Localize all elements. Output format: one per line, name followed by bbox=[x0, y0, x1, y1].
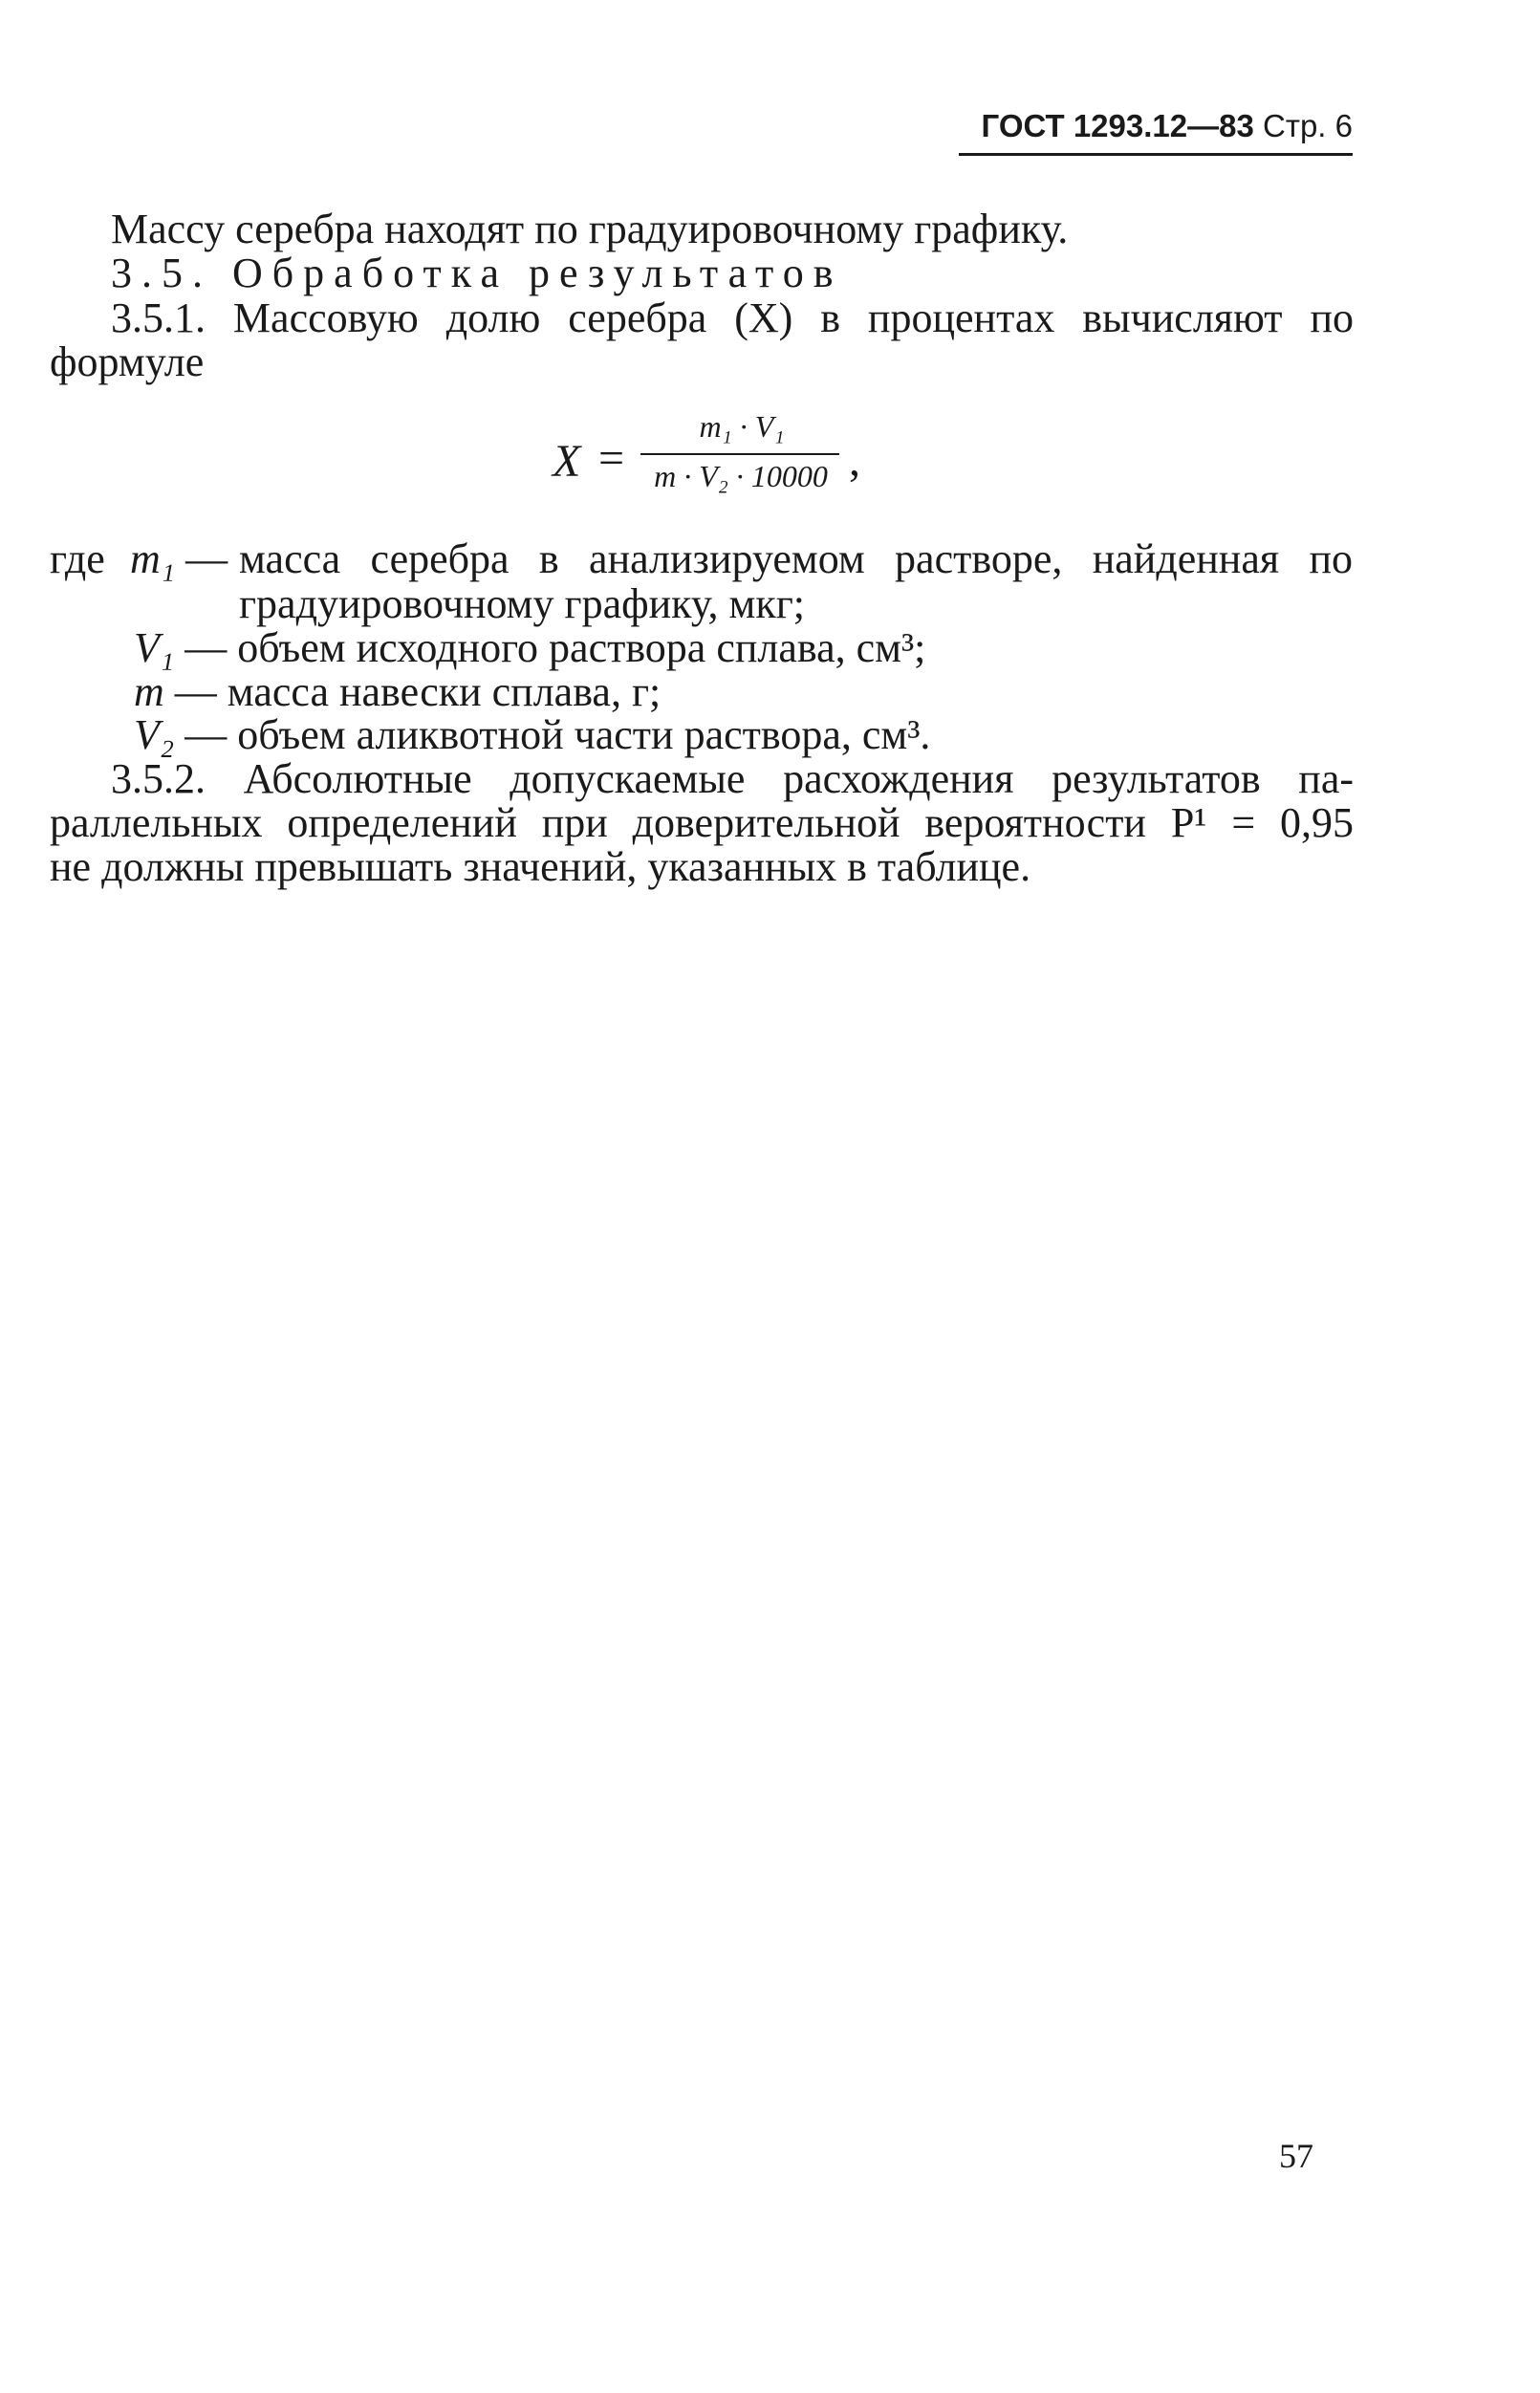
running-header bbox=[959, 107, 1353, 145]
where-item-m1 bbox=[130, 537, 228, 581]
where-dash: — bbox=[184, 711, 228, 758]
formula bbox=[553, 409, 878, 514]
page-number: 57 bbox=[1279, 2137, 1313, 2175]
paragraph-3-5-2-text: раллельных определений при доверительной вероятности P¹ = 0,95 bbox=[50, 799, 1354, 846]
formula-comma: , bbox=[849, 435, 860, 486]
where-intro: где bbox=[50, 535, 105, 582]
where-text: масса серебра в анализируемом растворе, найденная по bbox=[239, 535, 1353, 582]
where-dash: — bbox=[174, 668, 217, 715]
where-dash: — bbox=[184, 624, 228, 671]
header-divider bbox=[959, 153, 1353, 156]
where-symbol: m₁ bbox=[130, 535, 176, 582]
paragraph-3-5-1-text: 3.5.1. Массовую долю серебра (X) в процентах вычисляют по bbox=[111, 294, 1354, 341]
where-item-m bbox=[134, 670, 661, 714]
paragraph-3-5-2-text: 3.5.2. Абсолютные допускаемые расхождения результатов па- bbox=[111, 755, 1354, 802]
where-symbol: V₂ bbox=[134, 711, 175, 758]
paragraph-3-5-1-line2: формуле bbox=[50, 338, 205, 385]
where-item-v2 bbox=[134, 713, 930, 757]
where-symbol: V₁ bbox=[134, 624, 175, 671]
where-text: масса навески сплава, г; bbox=[227, 668, 662, 715]
where-text: объем исходного раствора сплава, см³; bbox=[237, 624, 926, 671]
where-item-m1-text2: градуировочному графику, мкг; bbox=[239, 580, 806, 627]
paragraph-3-5-1-line1 bbox=[111, 296, 1354, 340]
formula-lhs: X bbox=[553, 436, 581, 487]
where-text: объем аликвотной части раствора, см³. bbox=[237, 711, 931, 758]
where-dash: — bbox=[185, 535, 228, 582]
section-heading-text: 3.5. Обработка результатов bbox=[111, 250, 843, 296]
paragraph-graph: Массу серебра находят по градуировочному графику. bbox=[111, 206, 1069, 252]
where-item-v1 bbox=[134, 626, 925, 670]
page-label: Стр. 6 bbox=[1263, 108, 1353, 143]
paragraph-3-5-2-line3: не должны превышать значений, указанных в таблице. bbox=[50, 843, 1031, 890]
paragraph-3-5-2-line2 bbox=[50, 801, 1354, 845]
formula-fraction-bar bbox=[640, 453, 839, 455]
paragraph-3-5-2-line1 bbox=[111, 757, 1354, 801]
where-item-m1-text bbox=[239, 537, 1353, 581]
where-symbol: m bbox=[134, 668, 164, 715]
section-heading-3-5 bbox=[111, 251, 842, 295]
formula-numerator: m₁ · V₁ bbox=[699, 409, 785, 444]
standard-code: ГОСТ 1293.12—83 bbox=[981, 108, 1254, 143]
formula-equals: = bbox=[598, 433, 625, 484]
formula-denominator: m · V₂ · 10000 bbox=[654, 459, 828, 493]
